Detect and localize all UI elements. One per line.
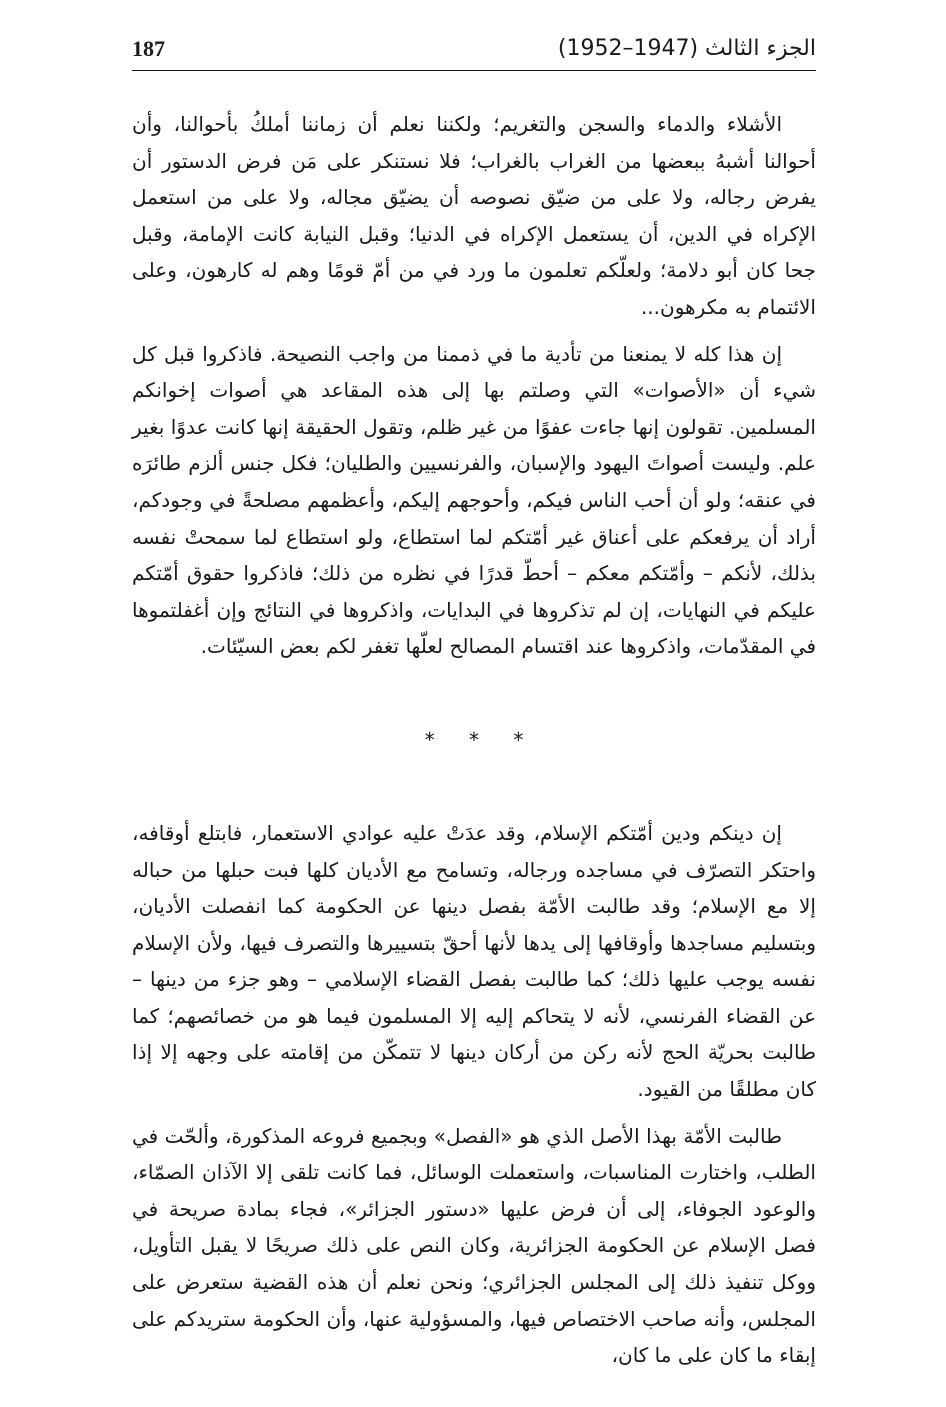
paragraph-4: طالبت الأمّة بهذا الأصل الذي هو «الفصل» وبجميع فروعه المذكورة، وألحّت في الطلب، واختارت المناسبات، واستعملت الوسائل، فما كانت تلقى إلا الآذان الصمّاء، والوعود الجوفاء، إلى أن فرض عليها «دستور الجزائر»، فجاء بمادة صريحة في فصل الإسلام عن الحكومة الجزائرية، وكان النص على ذلك صريحًا لا يقبل التأويل، ووكل تنفيذ ذلك إلى المجلس الجزائري؛ ونحن نعلم أن هذه القضية ستعرض على المجلس، وأنه صاحب الاختصاص فيها، والمسؤولية عنها، وأن الحكومة ستريدكم على إبقاء ما كان على ما كان، [132,1123,816,1368]
paragraph-1: الأشلاء والدماء والسجن والتغريم؛ ولكننا نعلم أن زماننا أملكُ بأحوالنا، وأن أحوالنا أشبهُ ببعضها من الغراب بالغراب؛ فلا نستنكر على مَن فرض الدستور أن يفرض رجاله، ولا على من ضيّق نصوصه أن يضيّق مجاله، ولا على من استعمل الإكراه في الدين، أن يستعمل الإكراه في الدنيا؛ وقبل النيابة كانت الإمامة، وقبل جحا كان أبو دلامة؛ ولعلّكم تعلمون ما ورد في من أمّ قومًا وهم له كارهون، وعلى الائتمام به مكرهون... [132,112,816,319]
body-text [132,106,816,1374]
running-title: الجزء الثالث (1947–1952) [557,36,816,61]
paragraph-gap [132,1108,816,1118]
paragraph-gap [132,326,816,336]
section-separator: * * * [424,727,538,752]
page-number: 187 [132,36,165,61]
page-header [132,30,816,71]
paragraph-2: إن هذا كله لا يمنعنا من تأدية ما في ذممنا من واجب النصيحة. فاذكروا قبل كل شيء أن «الأصوات» التي وصلتم بها إلى هذه المقاعد هي أصوات إخوانكم المسلمين. تقولون إنها جاءت عفوًا من غير ظلم، وتقول الحقيقة إنها كانت عدوًا بغير علم. وليست أصواتَ اليهود والإسبان، والفرنسيين والطليان؛ فكل جنس ألزم طائرَه في عنقه؛ ولو أن أحب الناس فيكم، وأحوجهم إليكم، وأعظمهم مصلحةً في وجودكم، أراد أن يرفعكم على أعناق غير أمّتكم لما استطاع، ولو استطاع لما سمحتْ نفسه بذلك، لأنكم – وأمّتكم معكم – أحطّ قدرًا في نظره من ذلك؛ فاذكروا حقوق أمّتكم عليكم في النهايات، إن لم تذكروها في البدايات، واذكروها في النتائج وإن أغفلتموها في المقدّمات، واذكروها عند اقتسام المصالح لعلّها تغفر لكم بعض السيّئات. [132,341,816,659]
paragraph-3: إن دينكم ودين أمّتكم الإسلام، وقد عدَتْ عليه عوادي الاستعمار، فابتلع أوقافه، واحتكر التصرّف في مساجده ورجاله، وتسامح مع الأديان كلها فبت حبلها من حباله إلا مع الإسلام؛ وقد طالبت الأمّة بفصل دينها عن الحكومة كما انفصلت الأديان، وبتسليم مساجدها وأوقافها إلى يدها لأنها أحقّ بتسييرها والتصرف فيها، ولأن الإسلام نفسه يوجب عليها ذلك؛ كما طالبت بفصل القضاء الإسلامي – وهو جزء من دينها – عن القضاء الفرنسي، لأنه لا يتحاكم إليه إلا المسلمون فيما هو من خصائصهم؛ كما طالبت بحريّة الحج لأنه ركن من أركان دينها لا تتمكّن من إقامته على وجهه إلا إذا كان مطلقًا من القيود. [132,820,816,1102]
